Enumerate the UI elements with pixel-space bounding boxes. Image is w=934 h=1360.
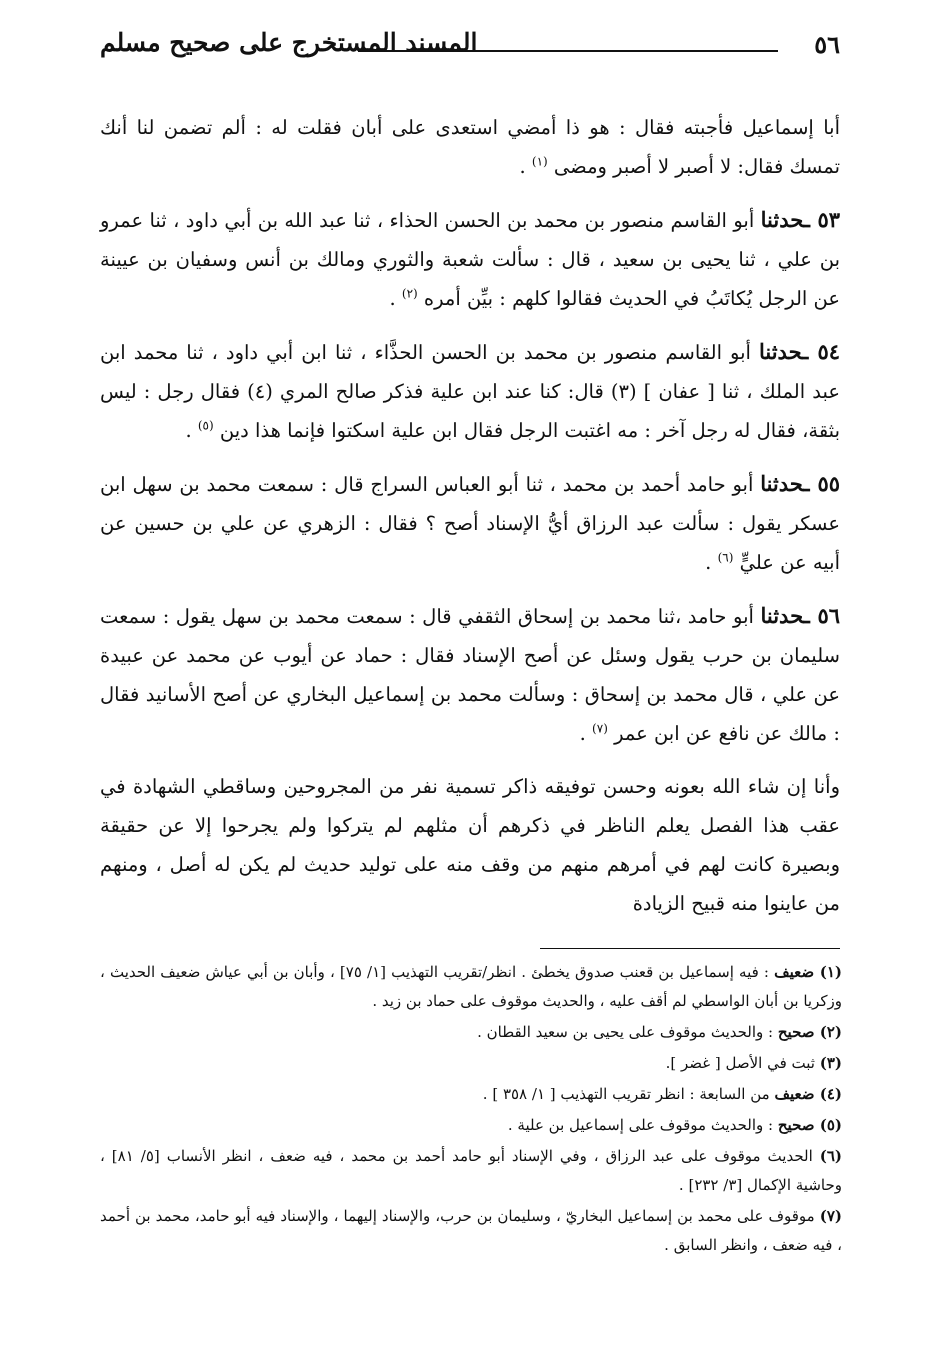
paragraph-text: وأنا إن شاء الله بعونه وحسن توفيقه ذاكر تسمية نفر من المجروحين وساقطي الشهادة في عقب هذا الفصل يعلم الناظر في ذكرهم أن مثلهم لم يتركوا ولم يجرحوا إلا عن حقيقة وبصيرة كانت لهم في أمرهم منهم من وقف منه على توليد حديث لم يكن له أصل ، ومنهم من عاينوا منه قبيح الزيادة [100,775,840,915]
paragraph-text: أبو القاسم منصور بن محمد بن الحسن الحذاء ، ثنا عبد الله بن أبي داود ، ثنا عمرو بن علي ، ثنا يحيى بن سعيد ، قال : سألت شعبة والثوري ومالك بن أنس وسفيان بن عيينة عن الرجل يُكاتَبُ في الحديث فقالوا كلهم : بيِّن أمره [100,209,840,310]
hadith-number: ٥٦ ـ [803,603,841,628]
footnote-label: (٤) ضعيف [774,1085,842,1103]
paragraph-continuation [100,108,840,186]
paragraph-text: أبو حامد ،ثنا محمد بن إسحاق الثقفي قال : سمعت محمد بن سهل يقول : سمعت سليمان بن حرب يقول وسئل عن أصح الإسناد فقال : حماد عن أيوب عن محمد عن عبيدة عن علي ، قال محمد بن إسحاق : وسألت محمد بن إسماعيل البخاري عن أصح الأسانيد فقال : مالك عن نافع عن ابن عمر [100,605,840,745]
footnote-ref: (١) [531,154,548,169]
hadith-keyword: حدثنا [760,471,804,496]
hadith-53 [100,200,840,318]
footnote-text: : والحديث موقوف على يحيى بن سعيد القطان . [477,1023,778,1041]
hadith-keyword: حدثنا [760,603,804,628]
hadith-keyword: حدثنا [760,207,804,232]
footnote-label: (٣) [819,1054,842,1072]
footnote-ref: (٥) [197,418,214,433]
page-number: ٥٦ [814,30,840,59]
paragraph-end: . [185,419,198,442]
footnote [100,1202,842,1260]
page-header [100,28,840,74]
hadith-55 [100,464,840,582]
hadith-54 [100,332,840,450]
hadith-56 [100,596,840,753]
footnote-label: (١) ضعيف [774,963,842,981]
footnote-text: : فيه إسماعيل بن قعنب صدوق يخطئ . انظر/تقريب التهذيب [١/ ٧٥] ، وأبان بن أبي عياش ضعيف الحديث ، وزكريا بن أبان الواسطي لم أقف عليه ، والحديث موقوف على حماد بن زيد . [100,963,842,1010]
hadith-keyword: حدثنا [758,339,803,364]
main-text [100,108,840,937]
footnote-text: : والحديث موقوف على إسماعيل بن علية . [507,1116,778,1134]
footnote-ref: (٢) [401,286,418,301]
paragraph-closing [100,767,840,923]
paragraph-text: أبو حامد أحمد بن محمد ، ثنا أبو العباس السراج قال : سمعت محمد بن سهل ابن عسكر يقول : سألت عبد الرزاق أيُّ الإسناد أصح ؟ فقال : الزهري عن علي بن حسين عن أبيه عن عليٍّ [100,473,840,574]
footnote [100,1111,842,1140]
footnote [100,1018,842,1047]
footnotes [100,958,842,1262]
hadith-number: ٥٥ ـ [803,471,840,496]
footnote [100,1142,842,1200]
footnote-separator [540,948,840,949]
hadith-number: ٥٣ ـ [803,207,840,232]
paragraph-text: أبا إسماعيل فأجبته فقال : هو ذا أمضي استعدى على أبان فقلت له : ألم تضمن لنا أنك تمسك فقال: لا أصبر لا أصبر ومضى [100,116,840,178]
footnote-label: (٧) [819,1207,842,1225]
paragraph-end: . [389,287,402,310]
footnote-ref: (٦) [717,550,734,565]
hadith-number: ٥٤ ـ [802,339,840,364]
book-title: المسند المستخرج على صحيح مسلم [100,28,478,57]
paragraph-text: أبو القاسم منصور بن محمد بن الحسن الحذَّاء ، ثنا ابن أبي داود ، ثنا محمد ابن عبد الملك ، ثنا [ عفان ] (٣) قال: كنا عند ابن علية فذكر صالح المري (٤) فقال رجل : ليس بثقة، فقال له رجل آخر : مه اغتبت الرجل فقال ابن علية اسكتوا فإنما هذا دين [100,341,840,442]
footnote-label: (٢) صحيح [777,1023,842,1041]
footnote [100,958,842,1016]
paragraph-end: . [519,155,532,178]
footnote-text: موقوف على محمد بن إسماعيل البخاريّ ، وسليمان بن حرب، والإسناد إليهما ، والإسناد فيه أبو حامد، محمد بن أحمد ، فيه ضعف ، وانظر السابق . [100,1207,842,1254]
footnote-label: (٦) [819,1147,842,1165]
footnote-text: من السابعة : انظر تقريب التهذيب [ ١/ ٣٥٨ ] . [482,1085,775,1103]
paragraph-end: . [579,722,593,745]
footnote-text: ثبت في الأصل [ غضر ]. [665,1054,820,1072]
footnote-label: (٥) صحيح [777,1116,842,1134]
footnote-text: الحديث موقوف على عبد الرزاق ، وفي الإسناد أبو حامد أحمد بن محمد ، فيه ضعف ، انظر الأنساب [٥/ ٨١] ، وحاشية الإكمال [٣/ ٢٣٢] . [100,1147,842,1194]
footnote [100,1080,842,1109]
paragraph-end: . [705,551,718,574]
footnote [100,1049,842,1078]
footnote-ref: (٧) [592,721,608,736]
